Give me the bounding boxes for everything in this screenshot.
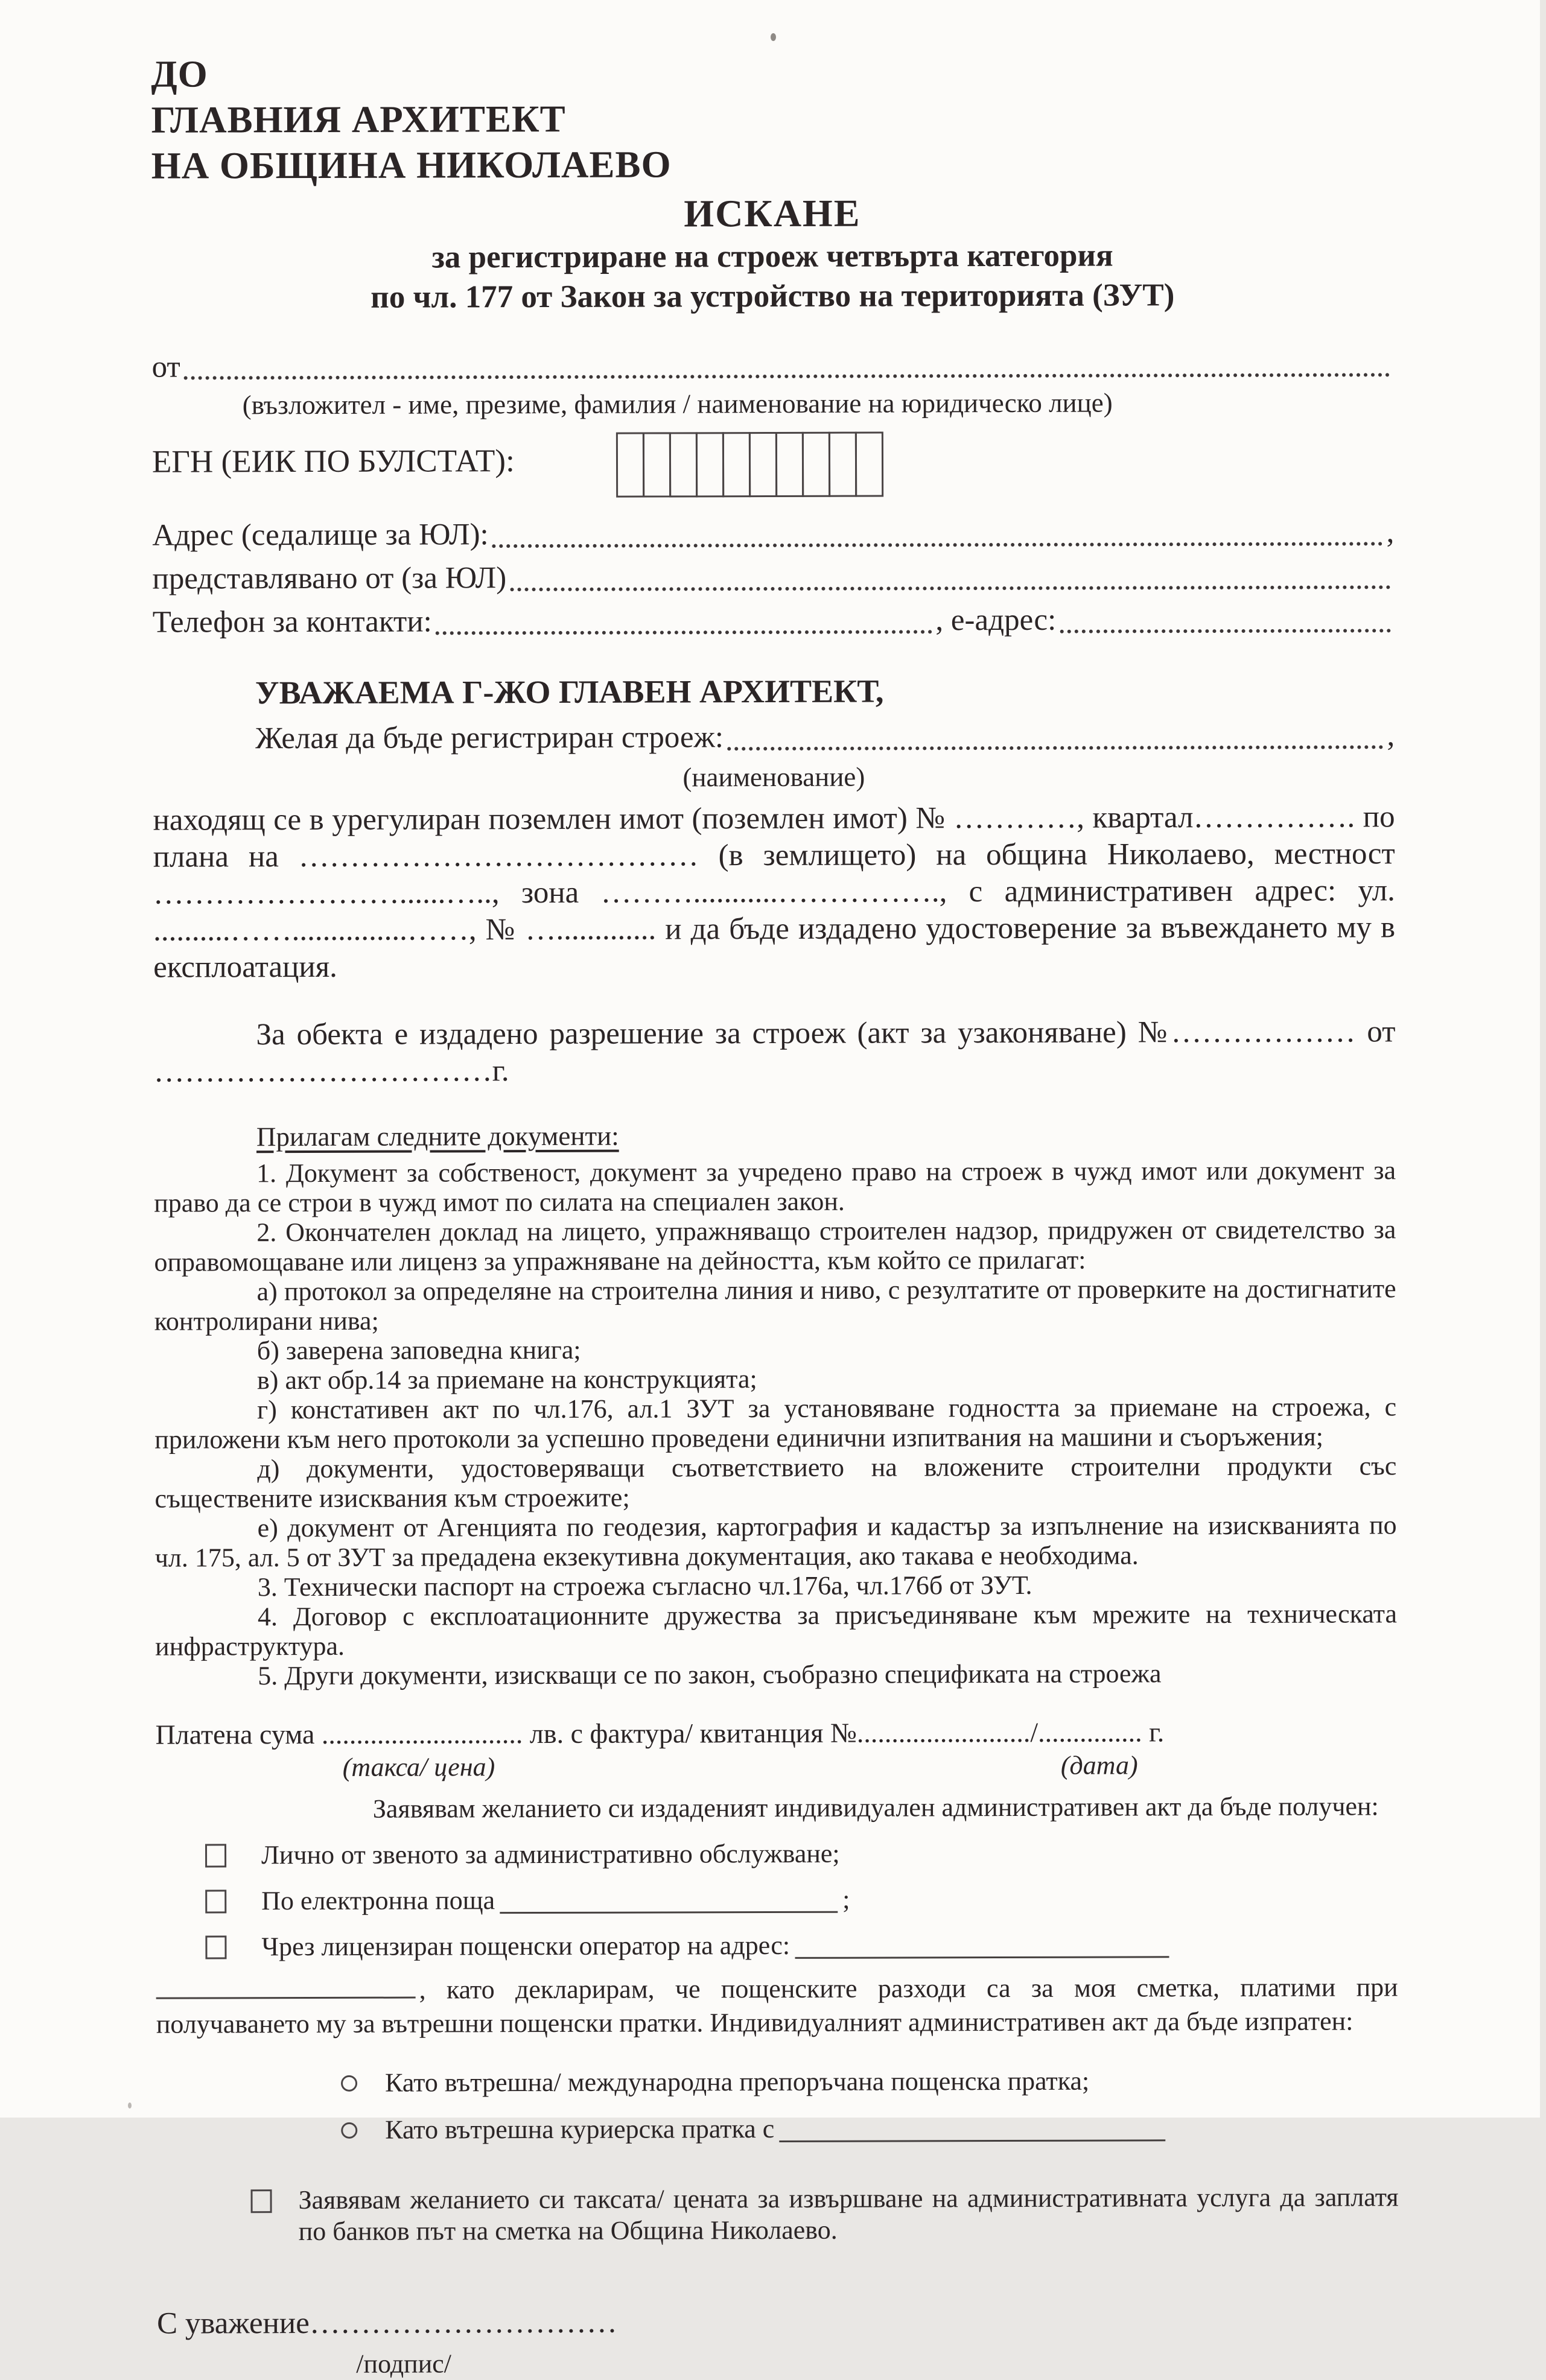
address-row [152,513,1394,554]
form-title: ИСКАНЕ [684,191,861,235]
postal-address-blank-2[interactable] [156,1997,416,1999]
construction-name-caption: (наименование) [682,761,865,793]
radio-registered-mail[interactable] [341,2075,357,2091]
delivery-option-postal [156,1928,1398,1963]
egn-cell-9[interactable] [829,432,857,497]
shipment-option-registered [156,2064,1398,2099]
document-item-2: 2. Окончателен доклад на лицето, упражняващо строителен надзор, придружен от свидетелство за оправомощаване или лиценз за упражняване на дейността, към който се прилагат: [154,1214,1396,1277]
checkbox-personal[interactable] [205,1844,226,1867]
egn-cell-4[interactable] [696,432,724,497]
payment-row: Платена сума ............................. лв. с фактура/ квитанция №........................./............... г. [155,1716,1165,1750]
egn-cell-10[interactable] [855,432,883,497]
shipment-option-courier [156,2112,1398,2146]
email-address-blank[interactable] [500,1911,838,1914]
payment-captions [156,1749,1398,1783]
permit-paragraph: За обекта е издадено разрешение за строеж (акт за узаконяване) №……………… от ……………………………г. [153,1015,1396,1089]
location-paragraph: находящ се в урегулиран поземлен имот (поземлен имот) № …………, квартал……………. по плана на ………………………………… (в землището) на община Николаево, местност ……………………......….., зона ………...........……………., с административен адрес: ул. ..........……...............……, № …............. и да бъде издадено удостоверение за въвеждането му в експлоатация. [153,800,1396,985]
form-content [151,48,1399,2379]
scan-speck [771,33,776,41]
email-field[interactable] [1060,629,1390,633]
phone-field[interactable] [436,630,932,635]
postal-address-blank[interactable] [795,1956,1169,1959]
payment-caption-fee: (такса/ цена) [342,1752,495,1782]
delivery-intro: Заявявам желанието си издаденият индивидуален административен акт да бъде получен: [372,1791,1379,1824]
phone-label: Телефон за контакти: [152,605,432,639]
document-item-5: 5. Други документи, изискващи се по закон, съобразно спецификата на строежа [258,1658,1162,1691]
document-item-1: 1. Документ за собственост, документ за учредено право на строеж в чужд имот или документ за право да се строи в чужд имот по силата на специален закон. [154,1155,1396,1218]
checkbox-email[interactable] [205,1890,226,1913]
document-item-2b: б) заверена заповедна книга; [256,1334,581,1366]
construction-name-field[interactable] [727,745,1383,750]
document-item-2a: а) протокол за определяне на строителна линия и ниво, с резултатите от проверките на достигнатите контролирани нива; [154,1274,1396,1336]
delivery-option-email [156,1882,1398,1917]
contacts-row [153,600,1395,641]
wish-label: Желая да бъде регистриран строеж: [255,720,724,756]
bank-payment-option [156,2182,1398,2247]
delivery-option-personal-label: Лично от звеното за административно обслужване; [261,1838,840,1870]
address-field[interactable] [492,542,1383,548]
egn-cell-7[interactable] [775,432,804,497]
delivery-option-email-label: По електронна поща [261,1885,495,1916]
delivery-option-personal [156,1836,1398,1871]
document-item-4: 4. Договор с експлоатационните дружества за присъединяване към мрежите на техническата инфраструктура. [155,1599,1398,1661]
represented-row [152,557,1394,597]
construction-name-row [153,717,1395,757]
applicant-name-caption: (възложител - име, презиме, фамилия / наименование на юридическо лице) [242,387,1113,420]
document-item-2f: е) документ от Агенцията по геодезия, картография и кадастър за изпълнение на изискванията по чл. 175, ал. 5 от ЗУТ за предадена екзекутивна документация, ако такава е необходима. [154,1510,1397,1573]
recipient-line-1: ДО [151,52,208,95]
delivery-option-postal-label: Чрез лицензиран пощенски оператор на адрес: [261,1930,790,1962]
form-subtitle-2: по чл. 177 от Закон за устройство на територията (ЗУТ) [371,278,1175,315]
address-suffix: , [1386,515,1395,550]
egn-row [152,430,1394,498]
documents-heading: Прилагам следните документи: [256,1120,619,1152]
egn-cell-6[interactable] [749,432,777,497]
represented-label: представлявано от (за ЮЛ) [152,561,507,596]
salutation: УВАЖАЕМА Г-ЖО ГЛАВЕН АРХИТЕКТ, [255,673,884,711]
postal-declaration-text: , като декларирам, че пощенските разходи са за моя сметка, платими при получаването му за вътрешни пощенски пратки. Индивидуалният административен акт да бъде изпратен: [156,1972,1398,2039]
applicant-name-row [152,346,1394,385]
postal-declaration [156,1970,1398,2041]
email-label: , е-адрес: [935,603,1057,638]
delivery-option-email-suffix: ; [842,1884,850,1914]
document-item-3: 3. Технически паспорт на строежа съгласно чл.176а, чл.176б от ЗУТ. [257,1570,1032,1602]
recipient-block [151,48,1393,188]
applicant-name-field[interactable] [184,373,1390,379]
bank-payment-label: Заявявам желанието си таксата/ цената за извършване на административната услуга да заплатя по банков път на сметка на Община Николаево. [298,2182,1399,2247]
egn-cell-3[interactable] [669,432,698,497]
payment-caption-date: (дата) [1060,1750,1138,1780]
address-label: Адрес (седалище за ЮЛ): [152,518,489,553]
egn-grid [616,432,883,498]
recipient-line-2: ГЛАВНИЯ АРХИТЕКТ [151,97,566,141]
document-item-2c: в) акт обр.14 за приемане на конструкцията; [256,1364,757,1395]
document-item-2e: д) документи, удостоверяващи съответствието на вложените строителни продукти със съществените изисквания към строежите; [154,1451,1397,1514]
represented-field[interactable] [510,585,1390,591]
shipment-option-registered-label: Като вътрешна/ международна препоръчана пощенска пратка; [384,2066,1090,2098]
egn-label: ЕГН (ЕИК ПО БУЛСТАТ): [151,443,515,480]
egn-cell-1[interactable] [616,433,644,498]
signature-caption: /подпис/ [356,2349,452,2379]
radio-courier[interactable] [341,2122,357,2138]
shipment-option-courier-label: Като вътрешна куриерска пратка с [385,2113,775,2145]
egn-cell-2[interactable] [643,432,671,497]
courier-name-blank[interactable] [779,2139,1165,2142]
recipient-line-3: НА ОБЩИНА НИКОЛАЕВО [151,143,672,187]
egn-cell-8[interactable] [802,432,830,497]
from-label: от [151,350,180,384]
document-item-2d: г) констативен акт по чл.176, ал.1 ЗУТ за установяване годността за приемане на строежа, с приложени към него протоколи за успешно проведени единични изпитвания на машини и съоръжения; [154,1392,1397,1455]
wish-suffix: , [1387,719,1395,753]
checkbox-postal[interactable] [205,1935,226,1959]
signature-row: С уважение………………………… [157,2305,617,2341]
egn-cell-5[interactable] [722,432,751,497]
scan-speck [128,2102,132,2109]
form-subtitle-1: за регистриране на строеж четвърта категория [431,238,1113,275]
checkbox-bank-payment[interactable] [250,2189,272,2213]
